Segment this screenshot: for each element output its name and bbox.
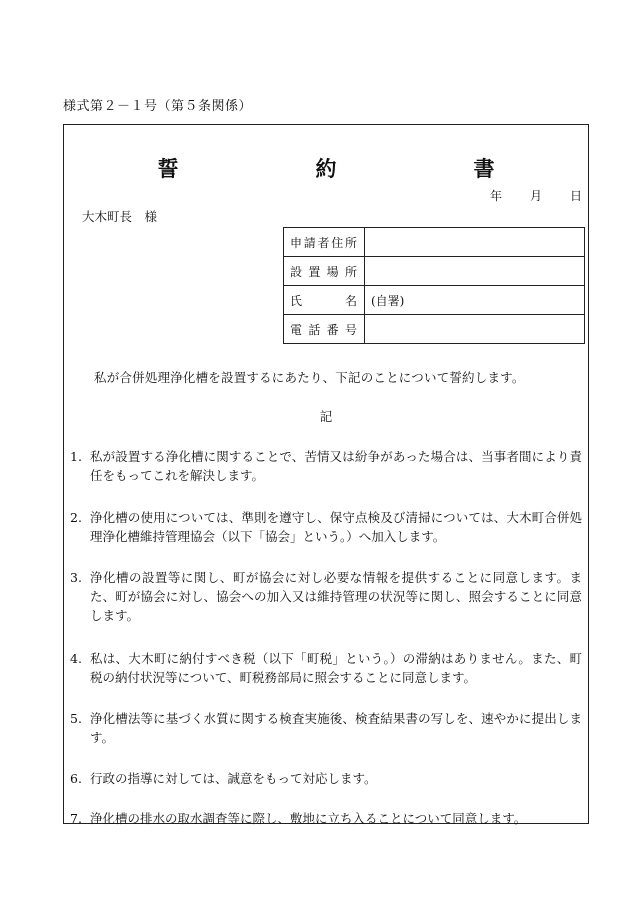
phone-number-field[interactable] [365, 315, 585, 344]
item-number: 5. [70, 711, 82, 726]
addressee: 大木町長 様 [82, 209, 158, 224]
item-text: 浄化槽法等に基づく水質に関する検査実施後、検査結果書の写しを、速やかに提出します。 [90, 711, 582, 745]
date-year-label: 年 [489, 189, 502, 203]
applicant-info-table [283, 227, 585, 344]
item-text: 私は、大木町に納付すべき税（以下「町税」という。）の滞納はありません。また、町税の納付状況等について、町税務部局に照会することに同意します。 [90, 651, 582, 685]
table-row [284, 315, 585, 344]
item-number: 6. [70, 771, 82, 786]
item-number: 7. [70, 811, 82, 826]
name-field[interactable]: (自署) [365, 286, 585, 315]
list-item [70, 769, 582, 788]
item-text: 行政の指導に対しては、誠意をもって対応します。 [90, 771, 377, 786]
install-location-field[interactable] [365, 257, 585, 286]
ki-heading: 記 [319, 409, 333, 424]
item-text: 私が設置する浄化槽に関することで、苦情又は紛争があった場合は、当事者間により責任をもってこれを解決します。 [90, 449, 582, 483]
list-item [70, 649, 582, 687]
list-item [70, 508, 582, 546]
item-number: 4. [70, 651, 82, 666]
install-location-label: 設置場所 [284, 257, 365, 286]
name-label: 氏名 [284, 286, 365, 315]
pledge-form-frame [63, 124, 589, 824]
item-text: 浄化槽の排水の取水調査等に際し、敷地に立ち入ることについて同意します。 [90, 811, 527, 826]
form-number: 様式第２－１号（第５条関係） [63, 99, 253, 114]
table-row [284, 228, 585, 257]
applicant-address-label: 申請者住所 [284, 228, 365, 257]
date-line [490, 187, 582, 204]
list-item [70, 709, 582, 747]
applicant-address-field[interactable] [365, 228, 585, 257]
phone-number-label: 電話番号 [284, 315, 365, 344]
item-text: 浄化槽の設置等に関し、町が協会に対し必要な情報を提供することに同意します。また、町が協会に対し、協会への加入又は維持管理の状況等に関し、照会することに同意します。 [90, 570, 582, 623]
table-row [284, 286, 585, 315]
date-day-label: 日 [569, 189, 582, 203]
pledge-intro: 私が合併処理浄化槽を設置するにあたり、下記のことについて誓約します。 [94, 370, 525, 385]
document-title: 誓 約 書 [157, 156, 553, 181]
item-number: 1. [70, 449, 82, 464]
item-text: 浄化槽の使用については、準則を遵守し、保守点検及び清掃については、大木町合併処理浄化槽維持管理協会（以下「協会」という。）へ加入します。 [90, 510, 582, 544]
date-month-label: 月 [529, 189, 542, 203]
table-row [284, 257, 585, 286]
list-item [70, 447, 582, 485]
list-item [70, 809, 582, 828]
list-item [70, 568, 582, 625]
item-number: 3. [70, 570, 82, 585]
item-number: 2. [70, 510, 82, 525]
